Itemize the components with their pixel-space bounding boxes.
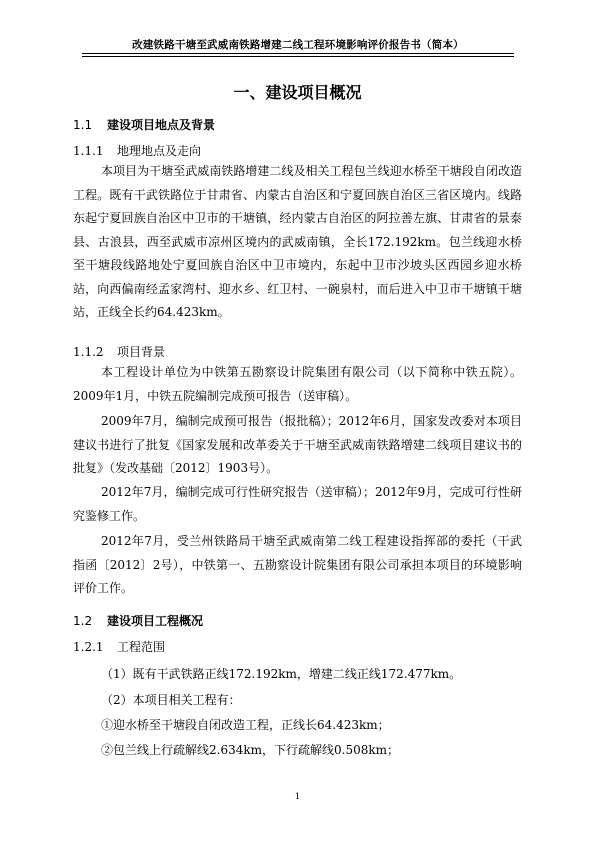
background-paragraph-2: 2009年7月，编制完成预可报告（报批稿）；2012年6月，国家发改委对本项目建议书进行了批复《国家发展和改革委关于干塘至武威南铁路增建二线项目建议书的批复》（发改基础〔2012〕1903号）。 bbox=[73, 414, 522, 475]
section-title: 地理地点及走向 bbox=[117, 144, 202, 158]
header-rule-thin bbox=[82, 56, 514, 57]
section-title: 项目背景 bbox=[117, 345, 166, 359]
scope-line-3: ①迎水桥至干塘段自闭改造工程，正线长64.423km； bbox=[101, 718, 390, 732]
section-1-1-1-heading bbox=[73, 142, 201, 159]
section-number: 1.1.2 bbox=[73, 345, 104, 359]
section-1-2-1-heading bbox=[73, 638, 165, 655]
section-1-2-heading bbox=[73, 612, 203, 629]
section-number: 1.2.1 bbox=[73, 640, 104, 654]
chapter-title: 一、建设项目概况 bbox=[233, 83, 362, 102]
page-number: 1 bbox=[294, 792, 301, 802]
scope-line-4: ②包兰线上行疏解线2.634km，下行疏解线0.508km； bbox=[101, 743, 400, 757]
scope-line-1: （1）既有干武铁路正线172.192km，增建二线正线172.477km。 bbox=[101, 667, 462, 681]
background-paragraph-4: 2012年7月，受兰州铁路局干塘至武威南第二线工程建设指挥部的委托（干武指函〔2012〕2号），中铁第一、五勘察设计院集团有限公司承担本项目的环境影响评价工作。 bbox=[73, 534, 522, 595]
section-1-1-2-heading bbox=[73, 343, 165, 360]
section-1-1-heading bbox=[73, 116, 215, 133]
header-rule bbox=[82, 53, 514, 54]
background-paragraph-3: 2012年7月，编制完成可行性研究报告（送审稿）；2012年9月，完成可行性研究鉴修工作。 bbox=[73, 485, 522, 523]
running-header: 改建铁路干塘至武威南铁路增建二线工程环境影响评价报告书（简本） bbox=[132, 39, 464, 51]
section-number: 1.1 bbox=[73, 118, 93, 132]
background-paragraph-1: 本工程设计单位为中铁第五勘察设计院集团有限公司（以下简称中铁五院）。2009年1月，中铁五院编制完成预可报告（送审稿）。 bbox=[73, 365, 522, 403]
scope-line-2: （2）本项目相关工程有： bbox=[101, 693, 241, 707]
location-paragraph: 本项目为干塘至武威南铁路增建二线及相关工程包兰线迎水桥至干塘段自闭改造工程。既有干武铁路位于甘肃省、内蒙古自治区和宁夏回族自治区三省区境内。线路东起宁夏回族自治区中卫市的干塘镇，经内蒙古自治区的阿拉善左旗、甘肃省的景泰县、古浪县，西至武威市凉州区境内的武威南镇，全长172.192km。包兰线迎水桥至干塘段线路地处宁夏回族自治区中卫市境内，东起中卫市沙坡头区西园乡迎水桥站，向西偏南经孟家湾村、迎水乡、红卫村、一碗泉村，而后进入中卫市干塘镇干塘站，正线全长约64.423km。 bbox=[73, 164, 522, 319]
section-number: 1.1.1 bbox=[73, 144, 104, 158]
section-title: 建设项目工程概况 bbox=[107, 614, 204, 628]
section-number: 1.2 bbox=[73, 614, 93, 628]
section-title: 建设项目地点及背景 bbox=[107, 118, 216, 132]
section-title: 工程范围 bbox=[117, 640, 166, 654]
